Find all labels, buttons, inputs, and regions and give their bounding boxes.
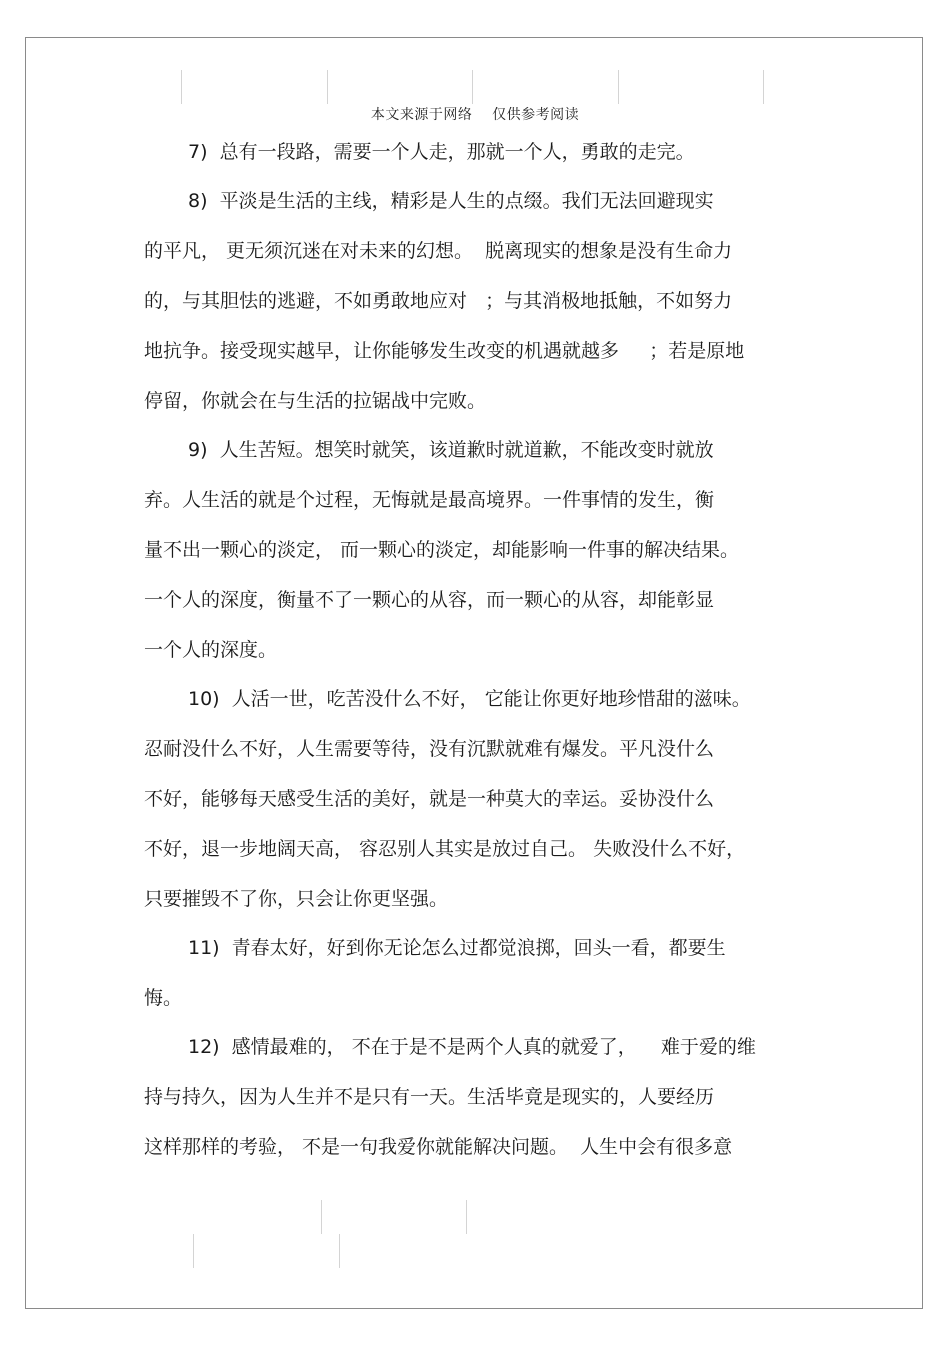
top-guide-line (763, 70, 764, 104)
page-header: 本文来源于网络 仅供参考阅读 (370, 107, 580, 123)
bottom-guide-line (466, 1200, 467, 1234)
text-line: 停留，你就会在与生活的拉锯战中完败。 (144, 390, 487, 412)
bottom-guide-line (339, 1234, 340, 1268)
text-line: 11) 青春太好，好到你无论怎么过都觉浪掷，回头一看，都要生 (188, 937, 726, 959)
text-line: 的，与其胆怯的逃避，不如勇敢地应对 ；与其消极地抵触，不如努力 (144, 290, 733, 312)
text-line: 弃。人生活的就是个过程，无悔就是最高境界。一件事情的发生，衡 (144, 489, 715, 511)
text-line: 忍耐没什么不好，人生需要等待，没有沉默就难有爆发。平凡没什么 (144, 738, 715, 760)
text-line: 这样那样的考验， 不是一句我爱你就能解决问题。 人生中会有很多意 (144, 1136, 733, 1158)
text-line: 12) 感情最难的， 不在于是不是两个人真的就爱了， 难于爱的维 (188, 1036, 756, 1058)
top-guide-line (618, 70, 619, 104)
text-line: 7) 总有一段路，需要一个人走，那就一个人，勇敢的走完。 (188, 141, 695, 163)
text-line: 一个人的深度，衡量不了一颗心的从容，而一颗心的从容，却能彰显 (144, 589, 715, 611)
text-line: 的平凡， 更无须沉迷在对未来的幻想。 脱离现实的想象是没有生命力 (144, 240, 733, 262)
page-frame (25, 37, 923, 1309)
text-line: 持与持久，因为人生并不是只有一天。生活毕竟是现实的，人要经历 (144, 1086, 715, 1108)
top-guide-line (472, 70, 473, 104)
text-line: 9) 人生苦短。想笑时就笑，该道歉时就道歉，不能改变时就放 (188, 439, 714, 461)
text-line: 地抗争。接受现实越早，让你能够发生改变的机遇就越多 ；若是原地 (144, 340, 745, 362)
top-guide-line (181, 70, 182, 104)
bottom-guide-line (193, 1234, 194, 1268)
text-line: 量不出一颗心的淡定， 而一颗心的淡定，却能影响一件事的解决结果。 (144, 539, 740, 561)
text-line: 不好，退一步地阔天高， 容忍别人其实是放过自己。 失败没什么不好， (144, 838, 746, 860)
top-guide-line (327, 70, 328, 104)
text-line: 一个人的深度。 (144, 639, 278, 661)
bottom-guide-line (321, 1200, 322, 1234)
text-line: 10) 人活一世，吃苦没什么不好， 它能让你更好地珍惜甜的滋味。 (188, 688, 751, 710)
text-line: 悔。 (144, 987, 183, 1009)
text-line: 不好，能够每天感受生活的美好，就是一种莫大的幸运。妥协没什么 (144, 788, 715, 810)
text-line: 8) 平淡是生活的主线，精彩是人生的点缀。我们无法回避现实 (188, 190, 714, 212)
text-line: 只要摧毁不了你，只会让你更坚强。 (144, 888, 449, 910)
